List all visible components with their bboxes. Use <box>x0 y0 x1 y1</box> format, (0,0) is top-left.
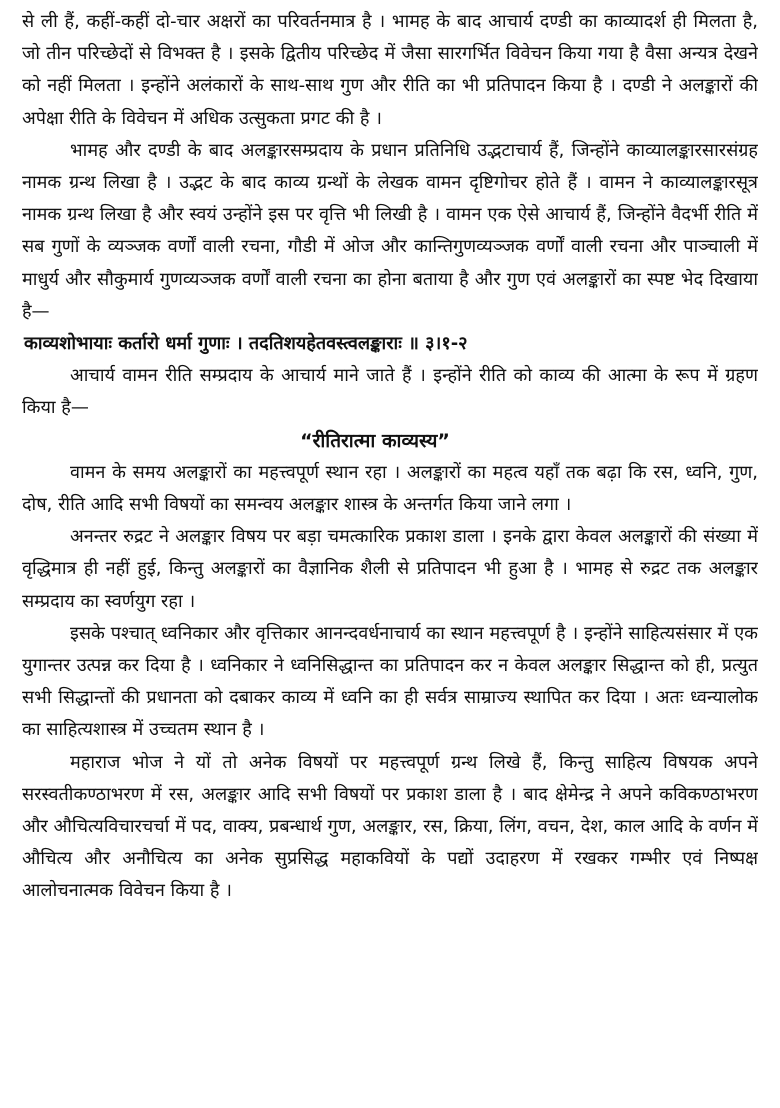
book-page <box>22 6 758 1102</box>
paragraph-vamana-era: वामन के समय अलङ्कारों का महत्त्वपूर्ण स्थान रहा । अलङ्कारों का महत्व यहाँ तक बढ़ा कि रस, ध्वनि, गुण, दोष, रीति आदि सभी विषयों का समन्वय अलङ्कार शास्त्र के अन्तर्गत किया जाने लगा । <box>22 461 758 516</box>
paragraph-dandi-kavyadarsha: से ली हैं, कहीं-कहीं दो-चार अक्षरों का परिवर्तनमात्र है । भामह के बाद आचार्य दण्डी का काव्यादर्श ही मिलता है, जो तीन परिच्छेदों से विभक्त है । इसके द्वितीय परिच्छेद में जैसा सारगर्भित विवेचन किया गया है वैसा अन्यत्र देखने को नहीं मिलता । इन्होंने अलंकारों के साथ-साथ गुण और रीति का भी प्रतिपादन किया है । दण्डी ने अलङ्कारों की अपेक्षा रीति के विवेचन में अधिक उत्सुकता प्रगट की है । <box>22 11 758 129</box>
paragraph-bhoja-kshemendra: महाराज भोज ने यों तो अनेक विषयों पर महत्त्वपूर्ण ग्रन्थ लिखे हैं, किन्तु साहित्य विषयक अपने सरस्वतीकण्ठाभरण में रस, अलङ्कार आदि सभी विषयों पर प्रकाश डाला है । बाद क्षेमेन्द्र ने अपने कविकण्ठाभरण और औचित्यविचारचर्चा में पद, वाक्य, प्रबन्धार्थ गुण, अलङ्कार, रस, क्रिया, लिंग, वचन, देश, काल आदि के वर्णन में औचित्य और अनौचित्य का अनेक सुप्रसिद्ध महाकवियों के पद्यों उदाहरण में रखकर गम्भीर एवं निष्पक्ष आलोचनात्मक विवेचन किया है । <box>22 751 758 902</box>
paragraph-rudrata: अनन्तर रुद्रट ने अलङ्कार विषय पर बड़ा चमत्कारिक प्रकाश डाला । इनके द्वारा केवल अलङ्कारों की संख्या में वृद्धिमात्र ही नहीं हुई, किन्तु अलङ्कारों का वैज्ञानिक शैली से प्रतिपादन भी हुआ है । भामह से रुद्रट तक अलङ्कार सम्प्रदाय का स्वर्णयुग रहा । <box>22 526 758 612</box>
paragraph-riti-sampradaya: आचार्य वामन रीति सम्प्रदाय के आचार्य माने जाते हैं । इन्होंने रीति को काव्य की आत्मा के रूप में ग्रहण किया है— <box>22 365 758 419</box>
paragraph-udbhata-vamana: भामह और दण्डी के बाद अलङ्कारसम्प्रदाय के प्रधान प्रतिनिधि उद्भटाचार्य हैं, जिन्होंने काव्यालङ्कारसारसंग्रह नामक ग्रन्थ लिखा है । उद्भट के बाद काव्य ग्रन्थों के लेखक वामन दृष्टिगोचर होते हैं । वामन ने काव्यालङ्कारसूत्र नामक ग्रन्थ लिखा है और स्वयं उन्होंने इस पर वृत्ति भी लिखी है । वामन एक ऐसे आचार्य हैं, जिन्होंने वैदर्भी रीति में सब गुणों के व्यञ्जक वर्णों वाली रचना, गौडी में ओज और कान्तिगुणव्यञ्जक वर्णों वाली रचना और पाञ्चाली में माधुर्य और सौकुमार्य गुणव्यञ्जक वर्णों वाली रचना का होना बताया है और गुण एवं अलङ्कारों का स्पष्ट भेद दिखाया है— <box>22 139 758 322</box>
paragraph-dhvanikara: इसके पश्चात् ध्वनिकार और वृत्तिकार आनन्दवर्धनाचार्य का स्थान महत्त्वपूर्ण है । इन्होंने साहित्यसंसार में एक युगान्तर उत्पन्न कर दिया है । ध्वनिकार ने ध्वनिसिद्धान्त का प्रतिपादन कर न केवल अलङ्कार सिद्धान्त को ही, प्रत्युत सभी सिद्धान्तों की प्रधानता को दबाकर काव्य में ध्वनि का ही सर्वत्र साम्राज्य स्थापित कर दिया । अतः ध्वन्यालोक का साहित्यशास्त्र में उच्चतम स्थान है । <box>22 622 758 741</box>
quote-ritiratma: “रीतिरात्मा काव्यस्य” <box>300 429 450 452</box>
sutra-verse: काव्यशोभायाः कर्तारो धर्मा गुणाः । तदतिशयहेतवस्त्वलङ्काराः ॥ ३।१-२ <box>24 333 468 355</box>
